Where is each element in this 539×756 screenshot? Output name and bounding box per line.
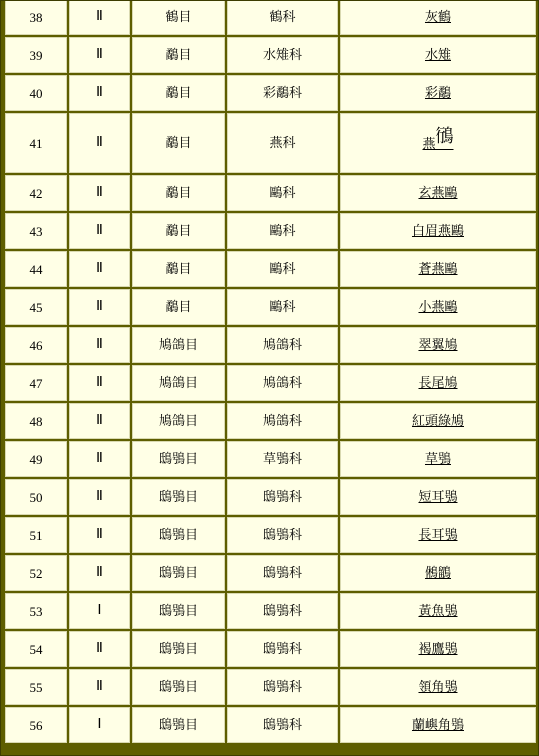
protection-class-cell: Ⅱ — [69, 175, 130, 211]
table-row — [5, 631, 536, 667]
species-name-link[interactable]: 紅頭綠鳩 — [411, 413, 464, 429]
species-name-cell — [340, 251, 536, 287]
row-number-cell: 49 — [5, 441, 67, 477]
species-table — [3, 0, 538, 745]
order-cell: 鴟鴞目 — [132, 631, 225, 667]
table-row — [5, 113, 536, 173]
table-row — [5, 707, 536, 743]
family-cell: 鳩鴿科 — [227, 403, 338, 439]
table-row — [5, 75, 536, 111]
table-row — [5, 517, 536, 553]
species-name-cell — [340, 669, 536, 705]
row-number-cell: 41 — [5, 113, 67, 173]
species-name-link[interactable]: 白眉燕鷗 — [411, 223, 464, 239]
row-number-cell: 40 — [5, 75, 67, 111]
protection-class-cell: Ⅱ — [69, 213, 130, 249]
protection-class-cell: Ⅱ — [69, 37, 130, 73]
protection-class-cell: Ⅰ — [69, 593, 130, 629]
order-cell: 鴟鴞目 — [132, 517, 225, 553]
family-cell: 鳩鴿科 — [227, 327, 338, 363]
family-cell: 水雉科 — [227, 37, 338, 73]
species-name-link[interactable]: 蘭嶼角鴞 — [411, 717, 464, 733]
species-name-link[interactable]: 長尾鳩 — [418, 375, 458, 391]
order-cell: 鷸目 — [132, 75, 225, 111]
family-cell: 鷗科 — [227, 251, 338, 287]
protection-class-cell: Ⅱ — [69, 0, 130, 35]
protection-class-cell: Ⅱ — [69, 669, 130, 705]
species-name-link[interactable]: 水雉 — [424, 47, 451, 63]
species-name-link[interactable]: 玄燕鷗 — [418, 185, 458, 201]
species-name-cell — [340, 631, 536, 667]
row-number-cell: 48 — [5, 403, 67, 439]
table-row — [5, 251, 536, 287]
protection-class-cell: Ⅱ — [69, 289, 130, 325]
species-name-link[interactable]: 蒼燕鷗 — [418, 261, 458, 277]
species-name-cell — [340, 75, 536, 111]
order-cell: 鳩鴿目 — [132, 365, 225, 401]
species-name-cell — [340, 593, 536, 629]
species-name-cell — [340, 113, 536, 173]
species-name-cell — [340, 289, 536, 325]
row-number-cell: 42 — [5, 175, 67, 211]
species-name-cell — [340, 37, 536, 73]
table-row — [5, 593, 536, 629]
table-row — [5, 669, 536, 705]
species-name-link[interactable] — [422, 126, 454, 152]
row-number-cell: 52 — [5, 555, 67, 591]
family-cell: 鴟鴞科 — [227, 631, 338, 667]
species-name-cell — [340, 479, 536, 515]
protection-class-cell: Ⅱ — [69, 75, 130, 111]
family-cell: 鴟鴞科 — [227, 479, 338, 515]
table-row — [5, 213, 536, 249]
species-name-link[interactable]: 長耳鴞 — [418, 527, 458, 543]
order-cell: 鴟鴞目 — [132, 669, 225, 705]
table-row — [5, 0, 536, 35]
family-cell: 鷗科 — [227, 175, 338, 211]
species-name-cell — [340, 0, 536, 35]
family-cell: 鴟鴞科 — [227, 555, 338, 591]
row-number-cell: 56 — [5, 707, 67, 743]
family-cell: 鴟鴞科 — [227, 593, 338, 629]
table-row — [5, 479, 536, 515]
family-cell: 鴟鴞科 — [227, 517, 338, 553]
species-table-body — [5, 0, 536, 743]
table-row — [5, 175, 536, 211]
order-cell: 鴟鴞目 — [132, 479, 225, 515]
species-name-link[interactable]: 領角鴞 — [418, 679, 458, 695]
species-name-part: 燕 — [422, 137, 436, 152]
order-cell: 鴟鴞目 — [132, 707, 225, 743]
row-number-cell: 53 — [5, 593, 67, 629]
table-row — [5, 365, 536, 401]
species-name-cell — [340, 441, 536, 477]
species-name-part: 鴴 — [435, 126, 454, 147]
species-name-cell — [340, 517, 536, 553]
family-cell: 鷗科 — [227, 289, 338, 325]
species-name-link[interactable]: 褐鷹鴞 — [418, 641, 458, 657]
species-name-cell — [340, 327, 536, 363]
species-name-link[interactable]: 鵂鶹 — [424, 565, 451, 581]
protection-class-cell: Ⅱ — [69, 365, 130, 401]
order-cell: 鷸目 — [132, 251, 225, 287]
species-name-link[interactable]: 彩鷸 — [424, 85, 451, 101]
family-cell: 鷗科 — [227, 213, 338, 249]
row-number-cell: 50 — [5, 479, 67, 515]
species-name-link[interactable]: 灰鶴 — [424, 9, 451, 25]
row-number-cell: 47 — [5, 365, 67, 401]
table-row — [5, 289, 536, 325]
row-number-cell: 54 — [5, 631, 67, 667]
table-row — [5, 327, 536, 363]
species-name-cell — [340, 213, 536, 249]
row-number-cell: 39 — [5, 37, 67, 73]
table-row — [5, 441, 536, 477]
protection-class-cell: Ⅰ — [69, 707, 130, 743]
species-name-link[interactable]: 黃魚鴞 — [418, 603, 458, 619]
order-cell: 鷸目 — [132, 213, 225, 249]
order-cell: 鴟鴞目 — [132, 441, 225, 477]
protection-class-cell: Ⅱ — [69, 555, 130, 591]
row-number-cell: 44 — [5, 251, 67, 287]
row-number-cell: 55 — [5, 669, 67, 705]
order-cell: 鶴目 — [132, 0, 225, 35]
order-cell: 鴟鴞目 — [132, 593, 225, 629]
row-number-cell: 46 — [5, 327, 67, 363]
row-number-cell: 43 — [5, 213, 67, 249]
species-name-link[interactable]: 小燕鷗 — [418, 299, 458, 315]
family-cell: 彩鷸科 — [227, 75, 338, 111]
protection-class-cell: Ⅱ — [69, 517, 130, 553]
order-cell: 鷸目 — [132, 37, 225, 73]
table-row — [5, 37, 536, 73]
family-cell: 草鴞科 — [227, 441, 338, 477]
family-cell: 鴟鴞科 — [227, 669, 338, 705]
row-number-cell: 45 — [5, 289, 67, 325]
protection-class-cell: Ⅱ — [69, 251, 130, 287]
order-cell: 鷸目 — [132, 113, 225, 173]
protection-class-cell: Ⅱ — [69, 403, 130, 439]
species-name-link[interactable]: 翠翼鳩 — [418, 337, 458, 353]
order-cell: 鴟鴞目 — [132, 555, 225, 591]
species-name-cell — [340, 403, 536, 439]
family-cell: 鳩鴿科 — [227, 365, 338, 401]
row-number-cell: 51 — [5, 517, 67, 553]
species-name-link[interactable]: 草鴞 — [424, 451, 451, 467]
order-cell: 鷸目 — [132, 175, 225, 211]
row-number-cell: 38 — [5, 0, 67, 35]
protection-class-cell: Ⅱ — [69, 441, 130, 477]
family-cell: 鴟鴞科 — [227, 707, 338, 743]
protection-class-cell: Ⅱ — [69, 631, 130, 667]
protection-class-cell: Ⅱ — [69, 479, 130, 515]
order-cell: 鷸目 — [132, 289, 225, 325]
order-cell: 鳩鴿目 — [132, 327, 225, 363]
species-name-cell — [340, 555, 536, 591]
species-name-cell — [340, 175, 536, 211]
species-name-cell — [340, 365, 536, 401]
protection-class-cell: Ⅱ — [69, 327, 130, 363]
species-name-link[interactable]: 短耳鴞 — [418, 489, 458, 505]
table-row — [5, 403, 536, 439]
order-cell: 鳩鴿目 — [132, 403, 225, 439]
protection-class-cell: Ⅱ — [69, 113, 130, 173]
family-cell: 鶴科 — [227, 0, 338, 35]
table-row — [5, 555, 536, 591]
species-name-cell — [340, 707, 536, 743]
family-cell: 燕科 — [227, 113, 338, 173]
